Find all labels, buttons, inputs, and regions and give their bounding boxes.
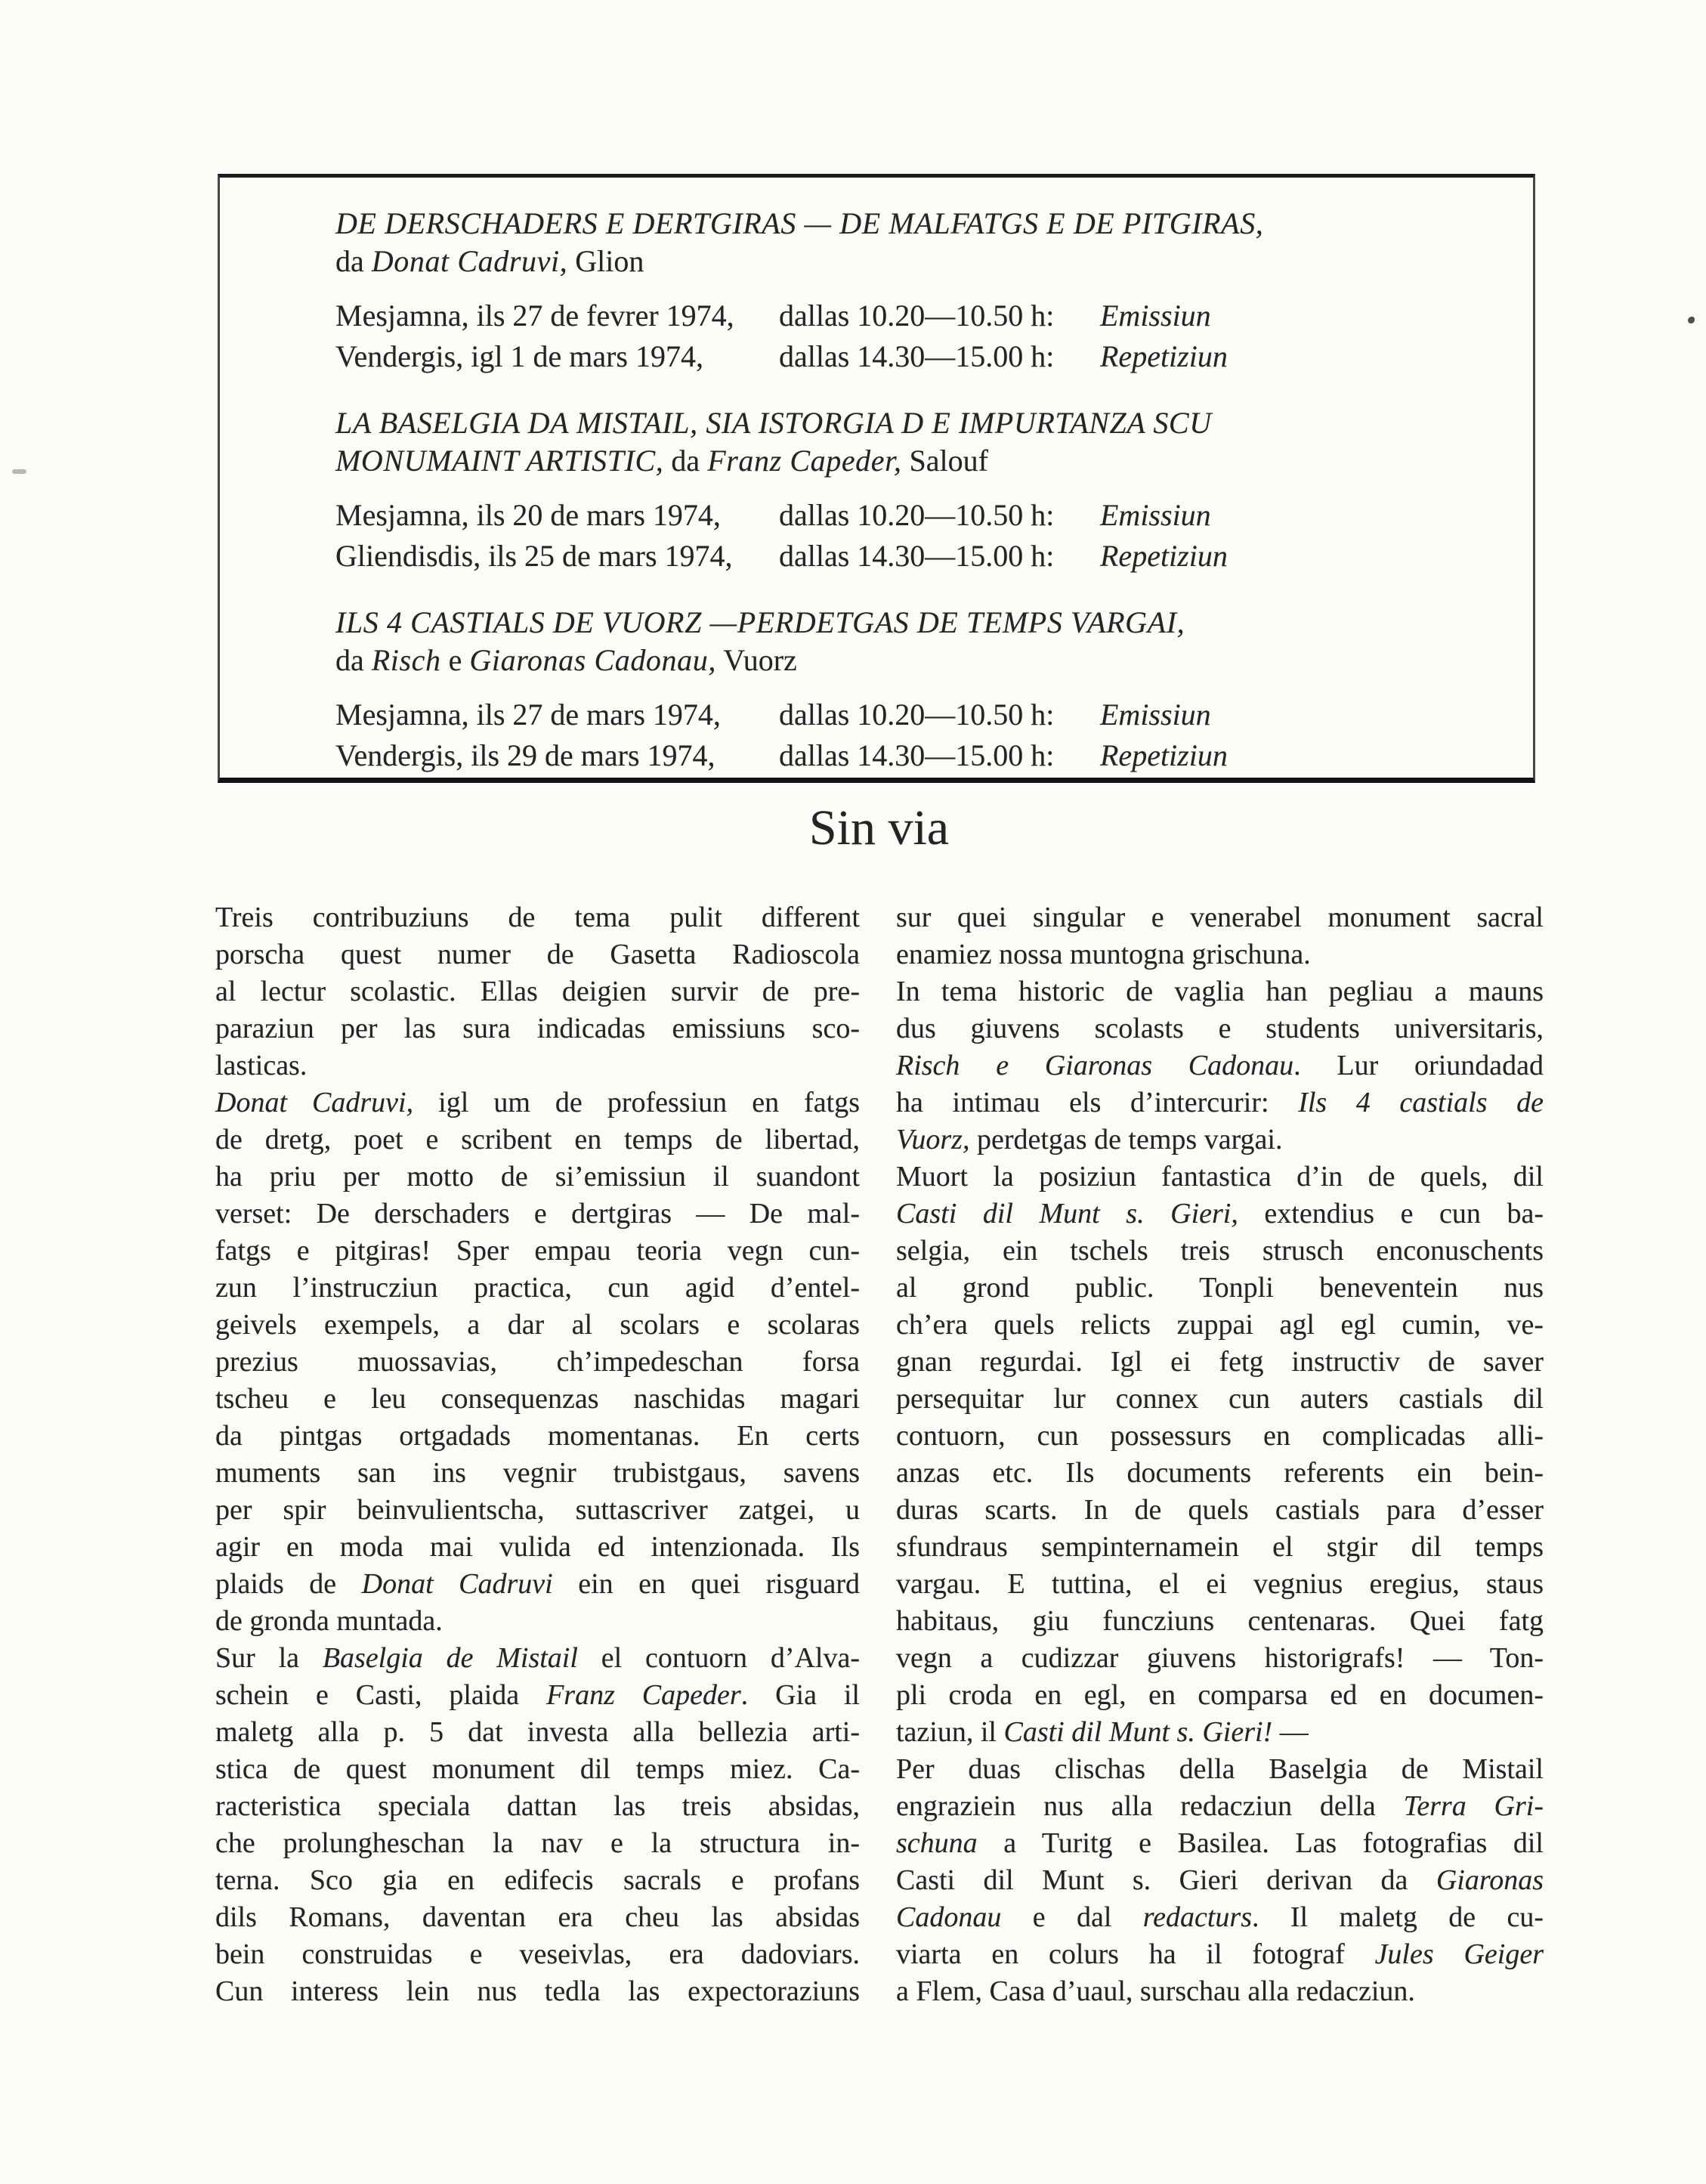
column-right [896, 899, 1544, 2010]
text-line: vegn a cudizzar giuvens historigrafs! — Ton- [896, 1642, 1544, 1674]
schedule-row [335, 694, 1512, 735]
text-line: sur quei singular e venerabel monument sacral [896, 902, 1544, 933]
text-line: stica de quest monument dil temps miez. Ca- [215, 1753, 860, 1785]
text-line: tscheu e leu consequenzas naschidas magari [215, 1383, 860, 1415]
schedule-time: dallas 10.20—10.50 h: [779, 498, 1055, 532]
program-title-line: ILS 4 CASTIALS DE VUORZ —PERDETGAS DE TEMPS VARGAI, [335, 605, 1185, 639]
program-title-line: LA BASELGIA DA MISTAIL, SIA ISTORGIA D E IMPURTANZA SCU [335, 406, 1212, 440]
text-line: Treis contribuziuns de tema pulit different [215, 902, 860, 933]
column-left [215, 899, 860, 2010]
text-line: gnan regurdai. Igl ei fetg instructiv de saver [896, 1346, 1544, 1378]
schedule-time: dallas 10.20—10.50 h: [779, 299, 1055, 333]
scan-mark-dot [1688, 317, 1695, 323]
program-block [335, 205, 1512, 377]
schedule-time: dallas 14.30—15.00 h: [779, 539, 1055, 573]
text-line: habitaus, giu funcziuns centenaras. Quei fatg [896, 1605, 1544, 1637]
text-line: che prolungheschan la nav e la structura in- [215, 1827, 860, 1859]
schedule-box-content [335, 205, 1512, 776]
program-block [335, 404, 1512, 577]
text-line: porscha quest numer de Gasetta Radioscola [215, 939, 860, 970]
text-line: de dretg, poet e scribent en temps de libertad, [215, 1124, 860, 1155]
schedule-time: dallas 10.20—10.50 h: [779, 698, 1055, 732]
text-line: Per duas clischas della Baselgia de Mistail [896, 1753, 1544, 1785]
schedule-box [218, 174, 1535, 783]
text-line: al lectur scolastic. Ellas deigien survir de pre- [215, 976, 860, 1007]
text-line: pli croda en egl, en comparsa ed en documen- [896, 1679, 1544, 1711]
text-line: schuna a Turitg e Basilea. Las fotografias dil [896, 1827, 1544, 1859]
text-line: Cun interess lein nus tedla las expectoraziuns [215, 1975, 860, 2007]
text-line: a Flem, Casa d’uaul, surschau alla redacziun. [896, 1975, 1415, 2007]
text-line: Casti dil Munt s. Gieri, extendius e cun ba- [896, 1198, 1544, 1230]
schedule-type: Emissiun [1100, 299, 1211, 333]
text-line: contuorn, cun possessurs en complicadas alli- [896, 1420, 1544, 1452]
text-line: vargau. E tuttina, el ei vegnius eregius, staus [896, 1568, 1544, 1600]
text-line: enamiez nossa muntogna grischuna. [896, 939, 1311, 970]
text-line: taziun, il Casti dil Munt s. Gieri! — [896, 1716, 1309, 1748]
scan-mark-dash [12, 469, 26, 474]
text-line: Cadonau e dal redacturs. Il maletg de cu- [896, 1901, 1544, 1933]
schedule-rows [335, 495, 1512, 577]
schedule-date: Mesjamna, ils 27 de fevrer 1974, [335, 299, 734, 333]
schedule-rows [335, 694, 1512, 776]
schedule-date: Mesjamna, ils 20 de mars 1974, [335, 498, 721, 532]
text-line: ha priu per motto de si’emissiun il suandont [215, 1161, 860, 1193]
schedule-row [335, 495, 1512, 536]
text-line: verset: De derschaders e dertgiras — De mal- [215, 1198, 860, 1230]
text-line: terna. Sco gia en edifecis sacrals e profans [215, 1864, 860, 1896]
text-line: zun l’instrucziun practica, cun agid d’entel- [215, 1272, 860, 1304]
text-line: Risch e Giaronas Cadonau. Lur oriundadad [896, 1050, 1544, 1081]
text-line: bein construidas e veseivlas, era dadoviars. [215, 1938, 860, 1970]
text-line: muments san ins vegnir trubistgaus, savens [215, 1457, 860, 1489]
text-line: dus giuvens scolasts e students universitaris, [896, 1013, 1544, 1044]
text-line: per spir beinvulientscha, suttascriver zatgei, u [215, 1494, 860, 1526]
text-line: viarta en colurs ha il fotograf Jules Geiger [896, 1938, 1544, 1970]
text-line: plaids de Donat Cadruvi ein en quei risguard [215, 1568, 861, 1600]
text-line: agir en moda mai vulida ed intenzionada. Ils [215, 1531, 860, 1563]
schedule-type: Repetiziun [1100, 539, 1228, 573]
schedule-time: dallas 14.30—15.00 h: [779, 738, 1055, 772]
text-line: dils Romans, daventan era cheu las absidas [215, 1901, 860, 1933]
text-line: In tema historic de vaglia han pegliau a mauns [896, 976, 1544, 1007]
text-line: paraziun per las sura indicadas emissiuns sco- [215, 1013, 860, 1044]
program-title-line: da Risch e Giaronas Cadonau, Vuorz [335, 643, 797, 677]
program-title-line: da Donat Cadruvi, Glion [335, 244, 644, 278]
text-line: ch’era quels relicts zuppai agl egl cumin, ve- [896, 1309, 1544, 1341]
schedule-type: Emissiun [1100, 498, 1211, 532]
text-line: sfundraus sempinternamein el stgir dil temps [896, 1531, 1544, 1563]
text-line: selgia, ein tschels treis strusch enconuschents [896, 1235, 1544, 1267]
text-line: schein e Casti, plaida Franz Capeder. Gia il [215, 1679, 860, 1711]
text-line: de gronda muntada. [215, 1605, 443, 1637]
text-line: Sur la Baselgia de Mistail el contuorn d’Alva- [215, 1642, 860, 1674]
schedule-rows [335, 295, 1512, 377]
text-line: geivels exempels, a dar al scolars e scolaras [215, 1309, 860, 1341]
text-line: racteristica speciala dattan las treis absidas, [215, 1790, 860, 1822]
text-line: engraziein nus alla redacziun della Terra Gri- [896, 1790, 1544, 1822]
text-line: lasticas. [215, 1050, 308, 1081]
program-block [335, 604, 1512, 776]
schedule-row [335, 295, 1512, 336]
text-line: fatgs e pitgiras! Sper empau teoria vegn cun- [215, 1235, 860, 1267]
schedule-type: Repetiziun [1100, 738, 1228, 772]
text-line: Casti dil Munt s. Gieri derivan da Giaronas [896, 1864, 1544, 1896]
text-line: ha intimau els d’intercurir: Ils 4 castials de [896, 1087, 1544, 1118]
text-line: da pintgas ortgadads momentanas. En certs [215, 1420, 860, 1452]
text-line: anzas etc. Ils documents referents ein bein- [896, 1457, 1544, 1489]
program-title-line: DE DERSCHADERS E DERTGIRAS — DE MALFATGS E DE PITGIRAS, [335, 206, 1264, 240]
text-line: Donat Cadruvi, igl um de professiun en fatgs [215, 1087, 860, 1118]
program-title-line: MONUMAINT ARTISTIC, da Franz Capeder, Salouf [335, 444, 988, 478]
schedule-row [335, 336, 1512, 377]
article-heading: Sin via [808, 800, 950, 855]
text-line: Muort la posiziun fantastica d’in de quels, dil [896, 1161, 1544, 1193]
text-line: al grond public. Tonpli beneventein nus [896, 1272, 1544, 1304]
text-line: Vuorz, perdetgas de temps vargai. [896, 1124, 1283, 1155]
schedule-type: Emissiun [1100, 698, 1211, 732]
schedule-type: Repetiziun [1100, 339, 1228, 373]
text-line: maletg alla p. 5 dat investa alla bellezia arti- [215, 1716, 860, 1748]
schedule-date: Vendergis, ils 29 de mars 1974, [335, 738, 715, 772]
text-line: duras scarts. In de quels castials para d’esser [896, 1494, 1544, 1526]
schedule-date: Mesjamna, ils 27 de mars 1974, [335, 698, 721, 732]
schedule-date: Vendergis, igl 1 de mars 1974, [335, 339, 703, 373]
schedule-row [335, 735, 1512, 776]
schedule-time: dallas 14.30—15.00 h: [779, 339, 1055, 373]
text-line: persequitar lur connex cun auters castials dil [896, 1383, 1544, 1415]
text-line: prezius muossavias, ch’impedeschan forsa [215, 1346, 860, 1378]
schedule-row [335, 536, 1512, 577]
schedule-date: Gliendisdis, ils 25 de mars 1974, [335, 539, 733, 573]
